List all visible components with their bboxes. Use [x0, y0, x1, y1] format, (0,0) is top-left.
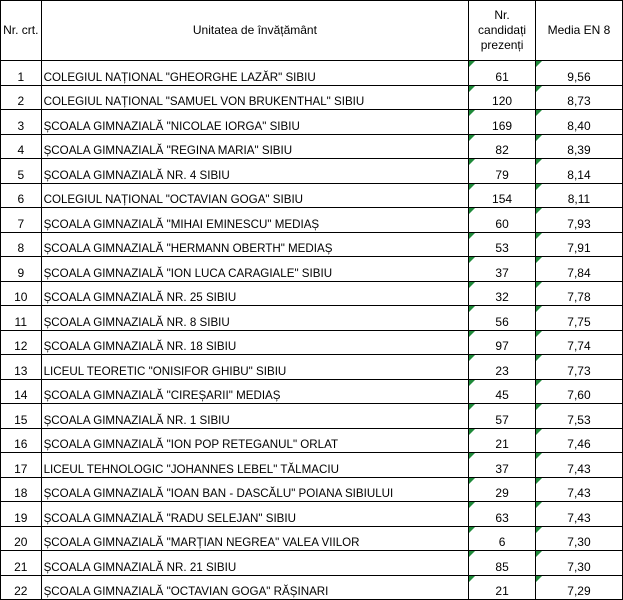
cell-media-text: 7,91: [567, 241, 591, 255]
number-stored-as-text-indicator-icon: [536, 159, 542, 165]
cell-unitate[interactable]: [41, 61, 469, 86]
cell-candidati[interactable]: [469, 404, 536, 429]
cell-media[interactable]: [535, 330, 622, 355]
cell-media[interactable]: [535, 61, 622, 86]
number-stored-as-text-indicator-icon: [469, 429, 475, 435]
number-stored-as-text-indicator-icon: [469, 306, 475, 312]
number-stored-as-text-indicator-icon: [469, 453, 475, 459]
cell-nr-text: 8: [17, 241, 25, 255]
cell-candidati-text: 45: [495, 388, 509, 402]
table-row: [1, 208, 623, 233]
table-row: [1, 134, 623, 159]
number-stored-as-text-indicator-icon: [536, 110, 542, 116]
cell-candidati-text: 21: [495, 584, 509, 598]
number-stored-as-text-indicator-icon: [469, 257, 475, 263]
number-stored-as-text-indicator-icon: [536, 306, 542, 312]
cell-unitate[interactable]: [41, 208, 469, 233]
table-row: [1, 453, 623, 478]
cell-media[interactable]: [535, 85, 622, 110]
cell-candidati-text: 29: [495, 486, 509, 500]
cell-candidati[interactable]: [469, 306, 536, 331]
table-row: [1, 526, 623, 551]
cell-candidati-text: 154: [492, 192, 513, 206]
cell-nr[interactable]: [1, 110, 42, 135]
cell-candidati-text: 6: [498, 535, 506, 549]
cell-media[interactable]: [535, 575, 622, 600]
number-stored-as-text-indicator-icon: [469, 380, 475, 386]
cell-nr-text: 20: [14, 535, 28, 549]
cell-media-text: 8,14: [567, 167, 591, 182]
number-stored-as-text-indicator-icon: [469, 61, 475, 67]
table-row: [1, 355, 623, 380]
cell-unitate[interactable]: [41, 85, 469, 110]
cell-media[interactable]: [535, 208, 622, 233]
number-stored-as-text-indicator-icon: [536, 527, 542, 533]
number-stored-as-text-indicator-icon: [536, 355, 542, 361]
number-stored-as-text-indicator-icon: [536, 380, 542, 386]
table-row: [1, 183, 623, 208]
cell-media-text: 7,75: [567, 314, 591, 329]
cell-nr-text: 15: [14, 412, 28, 427]
number-stored-as-text-indicator-icon: [536, 86, 542, 92]
cell-candidati[interactable]: [469, 477, 536, 502]
cell-nr[interactable]: [1, 134, 42, 159]
cell-nr[interactable]: [1, 330, 42, 355]
cell-unitate[interactable]: [41, 502, 469, 527]
cell-unitate-text: ȘCOALA GIMNAZIALĂ NR. 18 SIBIU: [43, 340, 237, 353]
cell-unitate-text: ȘCOALA GIMNAZIALĂ "OCTAVIAN GOGA" RĂȘINARI: [43, 585, 329, 598]
cell-candidati[interactable]: [469, 526, 536, 551]
cell-candidati[interactable]: [469, 257, 536, 282]
cell-media[interactable]: [535, 526, 622, 551]
cell-unitate[interactable]: [41, 306, 469, 331]
cell-candidati-text: 56: [495, 314, 509, 329]
table-row: [1, 404, 623, 429]
cell-nr-text: 19: [14, 510, 28, 525]
cell-unitate[interactable]: [41, 551, 469, 576]
cell-candidati-text: 97: [495, 339, 509, 353]
cell-media[interactable]: [535, 183, 622, 208]
number-stored-as-text-indicator-icon: [536, 208, 542, 214]
cell-unitate-text: ȘCOALA GIMNAZIALĂ "IOAN BAN - DASCĂLU" POIANA SIBIULUI: [43, 487, 394, 500]
cell-candidati-text: 37: [495, 265, 509, 280]
cell-nr-text: 9: [17, 265, 25, 280]
cell-candidati-text: 85: [495, 559, 509, 574]
cell-unitate-text: COLEGIUL NAȚIONAL "GHEORGHE LAZĂR" SIBIU: [43, 70, 316, 84]
table-row: [1, 575, 623, 600]
cell-unitate[interactable]: [41, 404, 469, 429]
number-stored-as-text-indicator-icon: [536, 404, 542, 410]
cell-media-text: 8,39: [567, 143, 591, 157]
cell-unitate-text: COLEGIUL NAȚIONAL "OCTAVIAN GOGA" SIBIU: [43, 193, 304, 206]
cell-media-text: 7,73: [567, 363, 591, 378]
cell-unitate[interactable]: [41, 453, 469, 478]
cell-candidati-text: 37: [495, 461, 509, 476]
cell-media[interactable]: [535, 134, 622, 159]
cell-media[interactable]: [535, 232, 622, 257]
cell-nr[interactable]: [1, 551, 42, 576]
cell-candidati[interactable]: [469, 379, 536, 404]
cell-unitate[interactable]: [41, 526, 469, 551]
cell-nr[interactable]: [1, 61, 42, 86]
cell-nr-text: 14: [14, 388, 28, 402]
number-stored-as-text-indicator-icon: [469, 159, 475, 165]
table-row: [1, 551, 623, 576]
header-row: [1, 1, 623, 61]
number-stored-as-text-indicator-icon: [469, 282, 475, 288]
number-stored-as-text-indicator-icon: [469, 551, 475, 557]
table-row: [1, 281, 623, 306]
table-body: [1, 61, 623, 600]
cell-candidati[interactable]: [469, 85, 536, 110]
header-unitate[interactable]: Unitatea de învățământ: [41, 1, 469, 61]
cell-nr[interactable]: [1, 208, 42, 233]
cell-nr[interactable]: [1, 257, 42, 282]
cell-media[interactable]: [535, 281, 622, 306]
number-stored-as-text-indicator-icon: [469, 404, 475, 410]
cell-media-text: 7,29: [567, 584, 591, 598]
number-stored-as-text-indicator-icon: [469, 86, 475, 92]
cell-media-text: 7,30: [567, 559, 591, 574]
cell-candidati-text: 82: [495, 143, 509, 157]
cell-media[interactable]: [535, 477, 622, 502]
cell-media[interactable]: [535, 453, 622, 478]
cell-unitate[interactable]: [41, 257, 469, 282]
cell-media[interactable]: [535, 110, 622, 135]
cell-unitate-text: ȘCOALA GIMNAZIALĂ NR. 8 SIBIU: [43, 315, 230, 329]
table-row: [1, 477, 623, 502]
cell-unitate[interactable]: [41, 428, 469, 453]
table-row: [1, 232, 623, 257]
cell-nr[interactable]: [1, 575, 42, 600]
cell-media-text: 7,84: [567, 265, 591, 280]
cell-candidati[interactable]: [469, 281, 536, 306]
cell-candidati-text: 32: [495, 290, 509, 304]
number-stored-as-text-indicator-icon: [536, 184, 542, 190]
cell-candidati[interactable]: [469, 355, 536, 380]
table-row: [1, 330, 623, 355]
cell-media[interactable]: [535, 502, 622, 527]
number-stored-as-text-indicator-icon: [469, 208, 475, 214]
cell-nr-text: 3: [17, 118, 25, 133]
cell-unitate-text: LICEUL TEHNOLOGIC "JOHANNES LEBEL" TĂLMACIU: [43, 462, 339, 476]
table-row: [1, 85, 623, 110]
cell-unitate-text: ȘCOALA GIMNAZIALĂ NR. 25 SIBIU: [43, 291, 237, 304]
cell-unitate[interactable]: [41, 183, 469, 208]
number-stored-as-text-indicator-icon: [536, 576, 542, 582]
cell-candidati[interactable]: [469, 110, 536, 135]
cell-candidati[interactable]: [469, 159, 536, 184]
cell-candidati[interactable]: [469, 61, 536, 86]
number-stored-as-text-indicator-icon: [536, 429, 542, 435]
number-stored-as-text-indicator-icon: [469, 110, 475, 116]
cell-candidati-text: 53: [495, 241, 509, 255]
number-stored-as-text-indicator-icon: [469, 576, 475, 582]
cell-unitate[interactable]: [41, 232, 469, 257]
cell-nr-text: 22: [14, 584, 28, 598]
cell-candidati-text: 120: [492, 94, 513, 108]
cell-candidati[interactable]: [469, 428, 536, 453]
cell-unitate-text: ȘCOALA GIMNAZIALĂ NR. 21 SIBIU: [43, 560, 237, 574]
cell-nr[interactable]: [1, 281, 42, 306]
cell-unitate[interactable]: [41, 134, 469, 159]
table-row: [1, 257, 623, 282]
cell-media-text: 7,53: [567, 412, 591, 427]
number-stored-as-text-indicator-icon: [536, 61, 542, 67]
header-candidati[interactable]: Nr. candidați prezenți: [469, 1, 536, 61]
number-stored-as-text-indicator-icon: [469, 233, 475, 239]
cell-nr-text: 17: [14, 461, 28, 476]
cell-unitate-text: ȘCOALA GIMNAZIALĂ "REGINA MARIA" SIBIU: [43, 144, 293, 157]
cell-nr[interactable]: [1, 526, 42, 551]
cell-candidati[interactable]: [469, 183, 536, 208]
cell-unitate-text: ȘCOALA GIMNAZIALĂ "HERMANN OBERTH" MEDIAȘ: [43, 242, 333, 255]
cell-media[interactable]: [535, 428, 622, 453]
cell-nr-text: 12: [14, 339, 28, 353]
cell-nr-text: 4: [17, 143, 25, 157]
cell-media-text: 7,43: [567, 461, 591, 476]
cell-candidati[interactable]: [469, 502, 536, 527]
cell-media-text: 7,60: [567, 388, 591, 402]
cell-media-text: 7,43: [567, 486, 591, 500]
cell-candidati-text: 21: [495, 437, 509, 451]
cell-unitate[interactable]: [41, 575, 469, 600]
cell-unitate-text: ȘCOALA GIMNAZIALĂ "NICOLAE IORGA" SIBIU: [43, 119, 300, 133]
number-stored-as-text-indicator-icon: [536, 282, 542, 288]
cell-media[interactable]: [535, 404, 622, 429]
cell-candidati[interactable]: [469, 232, 536, 257]
cell-unitate-text: COLEGIUL NAȚIONAL "SAMUEL VON BRUKENTHAL" SIBIU: [43, 95, 365, 108]
cell-unitate-text: ȘCOALA GIMNAZIALĂ "ION POP RETEGANUL" ORLAT: [43, 438, 339, 451]
cell-nr[interactable]: [1, 232, 42, 257]
cell-nr[interactable]: [1, 404, 42, 429]
cell-nr-text: 1: [17, 69, 25, 84]
cell-nr-text: 21: [14, 559, 28, 574]
number-stored-as-text-indicator-icon: [536, 135, 542, 141]
number-stored-as-text-indicator-icon: [469, 502, 475, 508]
cell-media[interactable]: [535, 257, 622, 282]
cell-media[interactable]: [535, 159, 622, 184]
cell-media-text: 8,73: [567, 94, 591, 108]
cell-nr-text: 5: [17, 167, 25, 182]
cell-nr[interactable]: [1, 85, 42, 110]
cell-media[interactable]: [535, 355, 622, 380]
table-row: [1, 428, 623, 453]
cell-nr-text: 16: [14, 437, 28, 451]
number-stored-as-text-indicator-icon: [469, 478, 475, 484]
cell-candidati-text: 61: [495, 69, 509, 84]
cell-media-text: 7,74: [567, 339, 591, 353]
number-stored-as-text-indicator-icon: [536, 478, 542, 484]
number-stored-as-text-indicator-icon: [469, 331, 475, 337]
cell-unitate[interactable]: [41, 159, 469, 184]
table-row: [1, 159, 623, 184]
cell-nr[interactable]: [1, 183, 42, 208]
cell-nr[interactable]: [1, 428, 42, 453]
cell-nr-text: 7: [17, 216, 25, 231]
table-row: [1, 502, 623, 527]
cell-unitate[interactable]: [41, 330, 469, 355]
table-row: [1, 306, 623, 331]
table-row: [1, 379, 623, 404]
cell-media-text: 9,56: [567, 69, 591, 84]
cell-unitate-text: ȘCOALA GIMNAZIALĂ "MARȚIAN NEGREA" VALEA VIILOR: [43, 536, 360, 549]
cell-unitate[interactable]: [41, 281, 469, 306]
number-stored-as-text-indicator-icon: [536, 502, 542, 508]
cell-unitate[interactable]: [41, 110, 469, 135]
cell-unitate-text: ȘCOALA GIMNAZIALĂ NR. 1 SIBIU: [43, 413, 230, 427]
cell-media[interactable]: [535, 306, 622, 331]
cell-nr[interactable]: [1, 306, 42, 331]
number-stored-as-text-indicator-icon: [536, 233, 542, 239]
number-stored-as-text-indicator-icon: [536, 257, 542, 263]
cell-candidati[interactable]: [469, 330, 536, 355]
cell-media-text: 7,78: [567, 290, 591, 304]
cell-candidati[interactable]: [469, 134, 536, 159]
table-row: [1, 110, 623, 135]
cell-unitate[interactable]: [41, 379, 469, 404]
cell-nr-text: 6: [17, 192, 25, 206]
cell-media-text: 7,43: [567, 510, 591, 525]
cell-media-text: 7,46: [567, 437, 591, 451]
cell-nr[interactable]: [1, 453, 42, 478]
cell-media-text: 8,40: [567, 118, 591, 133]
number-stored-as-text-indicator-icon: [469, 527, 475, 533]
cell-nr-text: 18: [14, 486, 28, 500]
table-row: [1, 61, 623, 86]
cell-media-text: 7,30: [567, 535, 591, 549]
cell-candidati-text: 169: [492, 118, 513, 133]
cell-media[interactable]: [535, 551, 622, 576]
cell-nr[interactable]: [1, 355, 42, 380]
cell-candidati[interactable]: [469, 453, 536, 478]
cell-candidati[interactable]: [469, 551, 536, 576]
cell-unitate[interactable]: [41, 477, 469, 502]
cell-candidati-text: 60: [495, 216, 509, 231]
number-stored-as-text-indicator-icon: [536, 331, 542, 337]
cell-nr-text: 2: [17, 94, 25, 108]
cell-candidati-text: 57: [495, 412, 509, 427]
cell-candidati-text: 63: [495, 510, 509, 525]
cell-unitate-text: ȘCOALA GIMNAZIALĂ NR. 4 SIBIU: [43, 168, 230, 182]
header-nr[interactable]: Nr. crt.: [1, 1, 42, 61]
cell-unitate-text: ȘCOALA GIMNAZIALĂ "MIHAI EMINESCU" MEDIAȘ: [43, 217, 320, 231]
header-media[interactable]: Media EN 8: [535, 1, 622, 61]
cell-media-text: 8,11: [567, 192, 591, 206]
cell-candidati-text: 23: [495, 363, 509, 378]
cell-unitate[interactable]: [41, 355, 469, 380]
cell-nr[interactable]: [1, 477, 42, 502]
cell-candidati[interactable]: [469, 208, 536, 233]
cell-nr-text: 13: [14, 363, 28, 378]
cell-nr-text: 10: [14, 290, 28, 304]
cell-unitate-text: ȘCOALA GIMNAZIALĂ "RADU SELEJAN" SIBIU: [43, 511, 296, 525]
number-stored-as-text-indicator-icon: [536, 453, 542, 459]
cell-unitate-text: LICEUL TEORETIC "ONISIFOR GHIBU" SIBIU: [43, 364, 287, 378]
cell-nr[interactable]: [1, 159, 42, 184]
cell-nr[interactable]: [1, 502, 42, 527]
number-stored-as-text-indicator-icon: [469, 355, 475, 361]
cell-nr[interactable]: [1, 379, 42, 404]
cell-unitate-text: ȘCOALA GIMNAZIALĂ "ION LUCA CARAGIALE" SIBIU: [43, 266, 333, 280]
cell-unitate-text: ȘCOALA GIMNAZIALĂ "CIREȘARII" MEDIAȘ: [43, 389, 281, 402]
number-stored-as-text-indicator-icon: [536, 551, 542, 557]
cell-media[interactable]: [535, 379, 622, 404]
cell-candidati[interactable]: [469, 575, 536, 600]
number-stored-as-text-indicator-icon: [469, 135, 475, 141]
cell-media-text: 7,93: [567, 216, 591, 231]
cell-nr-text: 11: [14, 314, 28, 329]
cell-candidati-text: 79: [495, 167, 509, 182]
number-stored-as-text-indicator-icon: [469, 184, 475, 190]
